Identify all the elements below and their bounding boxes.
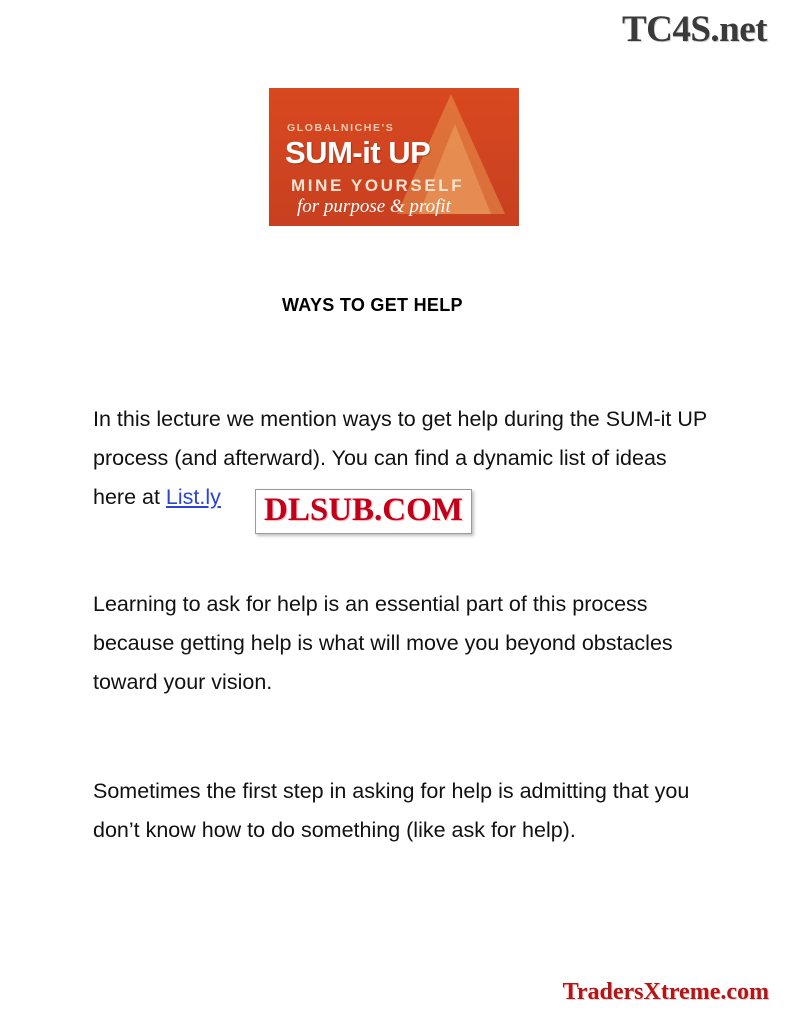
banner-subtitle-line2: for purpose & profit [297,196,451,217]
watermark-center: DLSUB.COM [255,489,472,534]
banner-brand: GLOBALNICHE'S [287,122,395,134]
paragraph-1-text: In this lecture we mention ways to get help during the SUM-it UP process (and afterward). You can find a dynamic list of ideas here at [93,407,707,509]
banner-title: SUM-it UP [285,135,431,170]
paragraph-2: Learning to ask for help is an essential part of this process because getting help is what will move you beyond obstacles toward your vision. [93,592,673,694]
watermark-bottom-right: TradersXtreme.com [562,979,769,1005]
watermark-top-right: TC4S.net [621,9,767,50]
sum-it-up-banner [269,88,519,226]
list-ly-link[interactable]: List.ly [165,485,221,509]
banner-subtitle-line1: MINE YOURSELF [291,176,465,195]
page-title: WAYS TO GET HELP [282,295,463,315]
paragraph-3: Sometimes the first step in asking for help is admitting that you don’t know how to do something (like ask for help). [93,779,690,842]
